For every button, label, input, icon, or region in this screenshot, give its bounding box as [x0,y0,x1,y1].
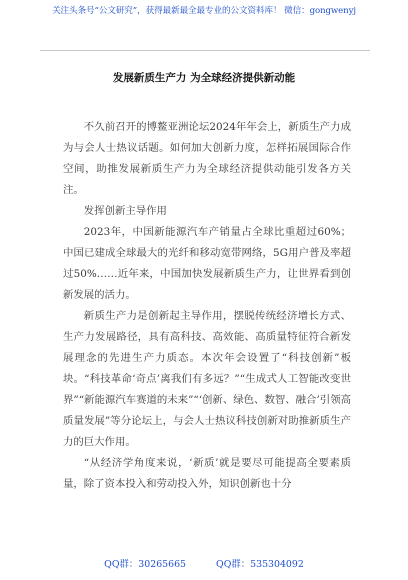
document-title: 发展新质生产力 为全球经济提供新动能 [112,72,296,84]
footer-qq-group-2: QQ群：535304092 [216,559,304,570]
section-heading: 发挥创新主导作用 [83,205,167,217]
page-footer [0,556,408,576]
paragraph-definition: 新质生产力是创新起主导作用，摆脱传统经济增长方式、生产力发展路径，具有高科技、高效能、高质量特征符合新发展理念的先进生产力质态。本次年会设置了“科技创新”板块。“科技革命‘奇点’离我们有多远？”“生成式人工智能改变世界”“新能源汽车赛道的未来”“‘创新、绿色、数智、融合’引领高质量发展”等分论坛上，与会人士热议科技创新对助推新质生产力的巨大作用。 [63,310,351,448]
header-divider [40,50,370,51]
paragraph-quote: “从经济学角度来说，‘新质’就是要尽可能提高全要素质量，除了资本投入和劳动投入外，知识创新也十分 [63,457,351,490]
page-header: 关注头条号“公文研究”，获得最新最全最专业的公文资料库！ 微信：gongwenyj [52,6,356,16]
footer-qq-group-1: QQ群：30265665 [104,559,187,570]
paragraph-stats: 2023年，中国新能源汽车产销量占全球比重超过60%；中国已建成全球最大的光纤和移动宽带网络，5G用户普及率超过50%……近年来，中国加快发展新质生产力，让世界看到创新发展的活力。 [63,226,351,301]
document-body [63,117,351,495]
paragraph-intro: 不久前召开的博鳌亚洲论坛2024年年会上，新质生产力成为与会人士热议话题。如何加大创新力度，怎样拓展国际合作空间，助推发展新质生产力为全球经济提供动能引发各方关注。 [63,121,351,196]
